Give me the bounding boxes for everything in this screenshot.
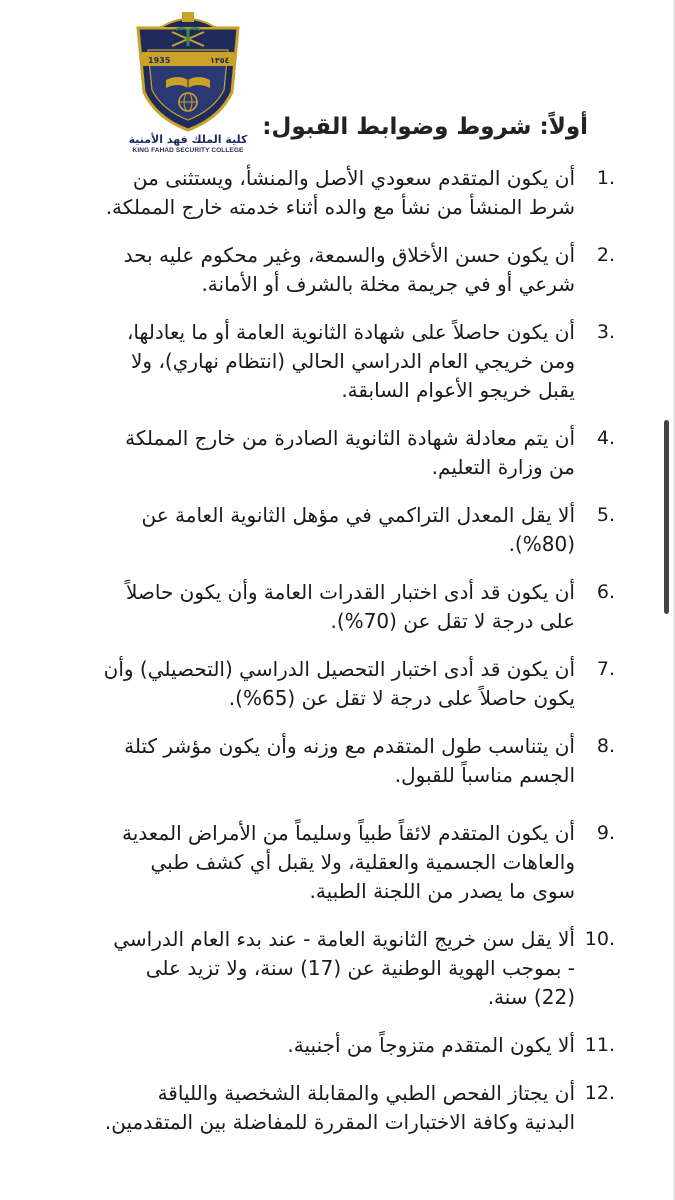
list-item [103,501,613,559]
list-item [103,655,613,713]
item-text: ألا يكون المتقدم متزوجاً من أجنبية. [287,1033,575,1057]
item-number: 9. [596,822,615,844]
item-number: 7. [596,658,615,680]
item-text: أن يكون المتقدم لائقاً طبياً وسليماً من الأمراض المعدية والعاهات الجسمية والعقلية، ولا يقبل أي كشف طبي سوى ما يصدر من اللجنة الطبية. [121,821,575,903]
item-number: 8. [596,735,615,757]
item-text: أن يكون المتقدم سعودي الأصل والمنشأ، ويستثنى من شرط المنشأ من نشأ مع والده أثناء خدمته خارج المملكة. [105,166,575,219]
item-text: أن يتم معادلة شهادة الثانوية الصادرة من خارج المملكة من وزارة التعليم. [125,426,575,479]
list-item [103,164,613,222]
item-text: ألا يقل المعدل التراكمي في مؤهل الثانوية العامة عن (80%). [141,503,575,556]
logo-caption-english: KING FAHAD SECURITY COLLEGE [132,147,244,154]
item-number: 6. [596,581,615,603]
logo-caption-arabic: كلية الملك فهد الأمنية [128,133,248,146]
item-number: 4. [596,427,615,449]
year-left-label: 1935 [148,56,171,65]
item-text: أن يكون حسن الأخلاق والسمعة، وغير محكوم عليه بحد شرعي أو في جريمة مخلة بالشرف أو الأمانة. [123,243,575,296]
item-text: أن يتناسب طول المتقدم مع وزنه وأن يكون مؤشر كتلة الجسم مناسباً للقبول. [124,734,575,787]
item-number: 3. [596,321,615,343]
item-number: 2. [596,244,615,266]
list-item [103,925,613,1012]
item-text: أن يجتاز الفحص الطبي والمقابلة الشخصية واللياقة البدنية وكافة الاختبارات المقررة للمفاضلة بين المتقدمين. [104,1081,575,1134]
item-number: 12. [584,1082,615,1104]
list-item [103,578,613,636]
item-text: أن يكون حاصلاً على شهادة الثانوية العامة أو ما يعادلها، ومن خريجي العام الدراسي الحالي (انتظام نهاري)، ولا يقبل خريجو الأعوام السابقة. [126,320,575,402]
item-number: 1. [596,167,615,189]
admission-conditions-list [103,164,613,1137]
item-text: ألا يقل سن خريج الثانوية العامة - عند بدء العام الدراسي - بموجب الهوية الوطنية عن (17) سنة، ولا تزيد على (22) سنة. [113,927,575,1009]
list-item [103,424,613,482]
section-heading: أولاً: شروط وضوابط القبول: [262,114,588,140]
list-item [103,819,613,906]
list-item [103,1031,613,1060]
college-logo [120,6,256,158]
crest-icon [120,6,256,134]
year-right-label: ١٣٥٤ [210,56,230,65]
list-item [103,732,613,790]
list-item [103,241,613,299]
item-text: أن يكون قد أدى اختبار التحصيل الدراسي (التحصيلي) وأن يكون حاصلاً على درجة لا تقل عن (65%). [103,657,575,710]
item-number: 10. [584,928,615,950]
list-item [103,1079,613,1137]
item-number: 5. [596,504,615,526]
item-number: 11. [584,1034,615,1056]
item-text: أن يكون قد أدى اختبار القدرات العامة وأن يكون حاصلاً على درجة لا تقل عن (70%). [125,580,575,633]
list-item [103,318,613,405]
scrollbar-thumb[interactable] [664,420,669,614]
